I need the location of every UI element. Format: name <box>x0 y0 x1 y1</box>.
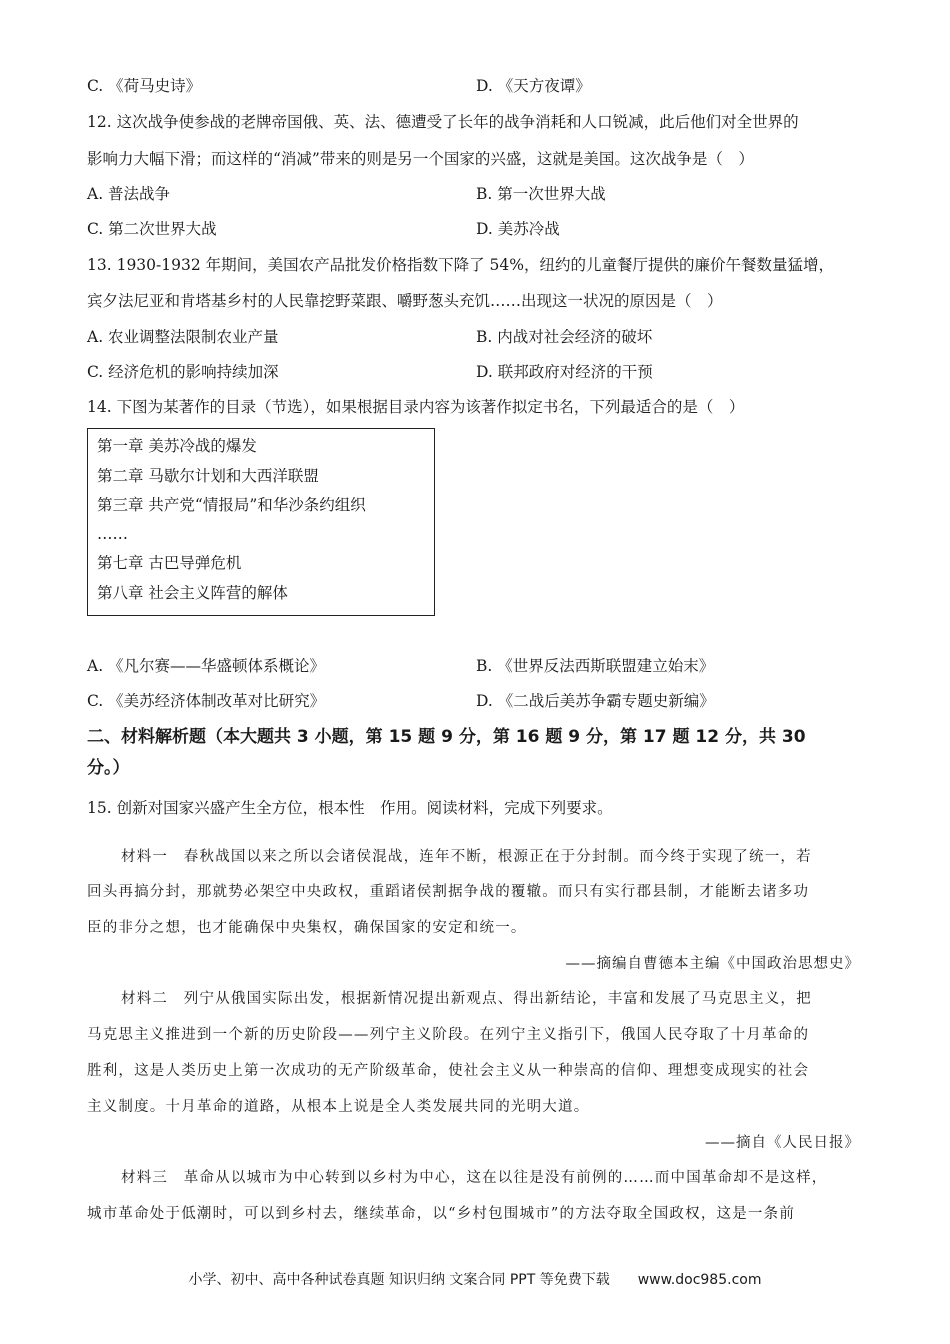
q12-option-b: B. 第一次世界大战 <box>476 185 606 203</box>
q12-option-c: C. 第二次世界大战 <box>87 220 217 238</box>
q14-stem-line1: 14. 下图为某著作的目录（节选），如果根据目录内容为该著作拟定书名，下列最适合的是（ ） <box>87 398 745 416</box>
toc-ellipsis: …… <box>97 525 128 543</box>
section-heading-line2: 分。） <box>87 758 130 778</box>
q13-option-b: B. 内战对社会经济的破坏 <box>476 328 653 346</box>
material-1-line1: 材料一 春秋战国以来之所以会诸侯混战，连年不断，根源正在于分封制。而今终于实现了统一，若 <box>121 849 812 865</box>
q13-stem-line2: 宾夕法尼亚和肯塔基乡村的人民靠挖野菜跟、嚼野葱头充饥……出现这一状况的原因是（ ） <box>87 292 723 310</box>
q12-stem-line2: 影响力大幅下滑；而这样的“消减”带来的则是另一个国家的兴盛，这就是美国。这次战争是（ ） <box>87 150 754 168</box>
q13-option-a: A. 农业调整法限制农业产量 <box>87 328 279 346</box>
toc-chapter-2: 第二章 马歇尔计划和大西洋联盟 <box>97 467 319 485</box>
q14-option-c: C. 《美苏经济体制改革对比研究》 <box>87 692 326 710</box>
q12-option-a: A. 普法战争 <box>87 185 171 203</box>
q11-option-c: C. 《荷马史诗》 <box>87 77 202 95</box>
material-2-line3: 胜利，这是人类历史上第一次成功的无产阶级革命，使社会主义从一种崇高的信仰、理想变成现实的社会 <box>87 1063 810 1079</box>
material-2-line4: 主义制度。十月革命的道路，从根本上说是全人类发展共同的光明大道。 <box>87 1099 590 1115</box>
q14-option-a: A. 《凡尔赛——华盛顿体系概论》 <box>87 657 326 675</box>
q13-option-c: C. 经济危机的影响持续加深 <box>87 363 279 381</box>
table-of-contents-box <box>87 428 435 616</box>
material-2-source: ——摘自《人民日报》 <box>705 1135 860 1151</box>
material-1-source: ——摘编自曹德本主编《中国政治思想史》 <box>565 956 860 972</box>
section-heading-line1: 二、材料解析题（本大题共 3 小题，第 15 题 9 分，第 16 题 9 分，第 17 题 12 分，共 30 <box>87 727 806 747</box>
material-2-line1: 材料二 列宁从俄国实际出发，根据新情况提出新观点、得出新结论，丰富和发展了马克思主义，把 <box>121 991 812 1007</box>
q12-stem-line1: 12. 这次战争使参战的老牌帝国俄、英、法、德遭受了长年的战争消耗和人口锐减，此后他们对全世界的 <box>87 113 799 131</box>
toc-chapter-3: 第三章 共产党“情报局”和华沙条约组织 <box>97 496 366 514</box>
q15-stem: 15. 创新对国家兴盛产生全方位，根本性 作用。阅读材料，完成下列要求。 <box>87 799 613 817</box>
material-3-line1: 材料三 革命从以城市为中心转到以乡村为中心，这在以往是没有前例的……而中国革命却不是这样， <box>121 1170 828 1186</box>
material-1-line2: 回头再搞分封，那就势必架空中央政权，重蹈诸侯割据争战的覆辙。而只有实行郡县制，才能断去诸多功 <box>87 884 810 900</box>
q14-option-d: D. 《二战后美苏争霸专题史新编》 <box>476 692 715 710</box>
q13-option-d: D. 联邦政府对经济的干预 <box>476 363 653 381</box>
material-1-line3: 臣的非分之想，也才能确保中央集权，确保国家的安定和统一。 <box>87 920 527 936</box>
q12-option-d: D. 美苏冷战 <box>476 220 560 238</box>
toc-chapter-7: 第七章 古巴导弹危机 <box>97 554 242 572</box>
toc-chapter-1: 第一章 美苏冷战的爆发 <box>97 437 257 455</box>
q11-option-d: D. 《天方夜谭》 <box>476 77 591 95</box>
material-2-line2: 马克思主义推进到一个新的历史阶段——列宁主义阶段。在列宁主义指引下，俄国人民夺取了十月革命的 <box>87 1027 810 1043</box>
toc-chapter-8: 第八章 社会主义阵营的解体 <box>97 584 288 602</box>
q13-stem-line1: 13. 1930-1932 年期间，美国农产品批发价格指数下降了 54%，纽约的儿童餐厅提供的廉价午餐数量猛增， <box>87 256 835 274</box>
material-3-line2: 城市革命处于低潮时，可以到乡村去，继续革命，以“乡村包围城市”的方法夺取全国政权，这是一条前 <box>87 1206 796 1222</box>
q14-option-b: B. 《世界反法西斯联盟建立始末》 <box>476 657 715 675</box>
page-footer: 小学、初中、高中各种试卷真题 知识归纳 文案合同 PPT 等免费下载 www.doc985.com <box>188 1272 762 1288</box>
